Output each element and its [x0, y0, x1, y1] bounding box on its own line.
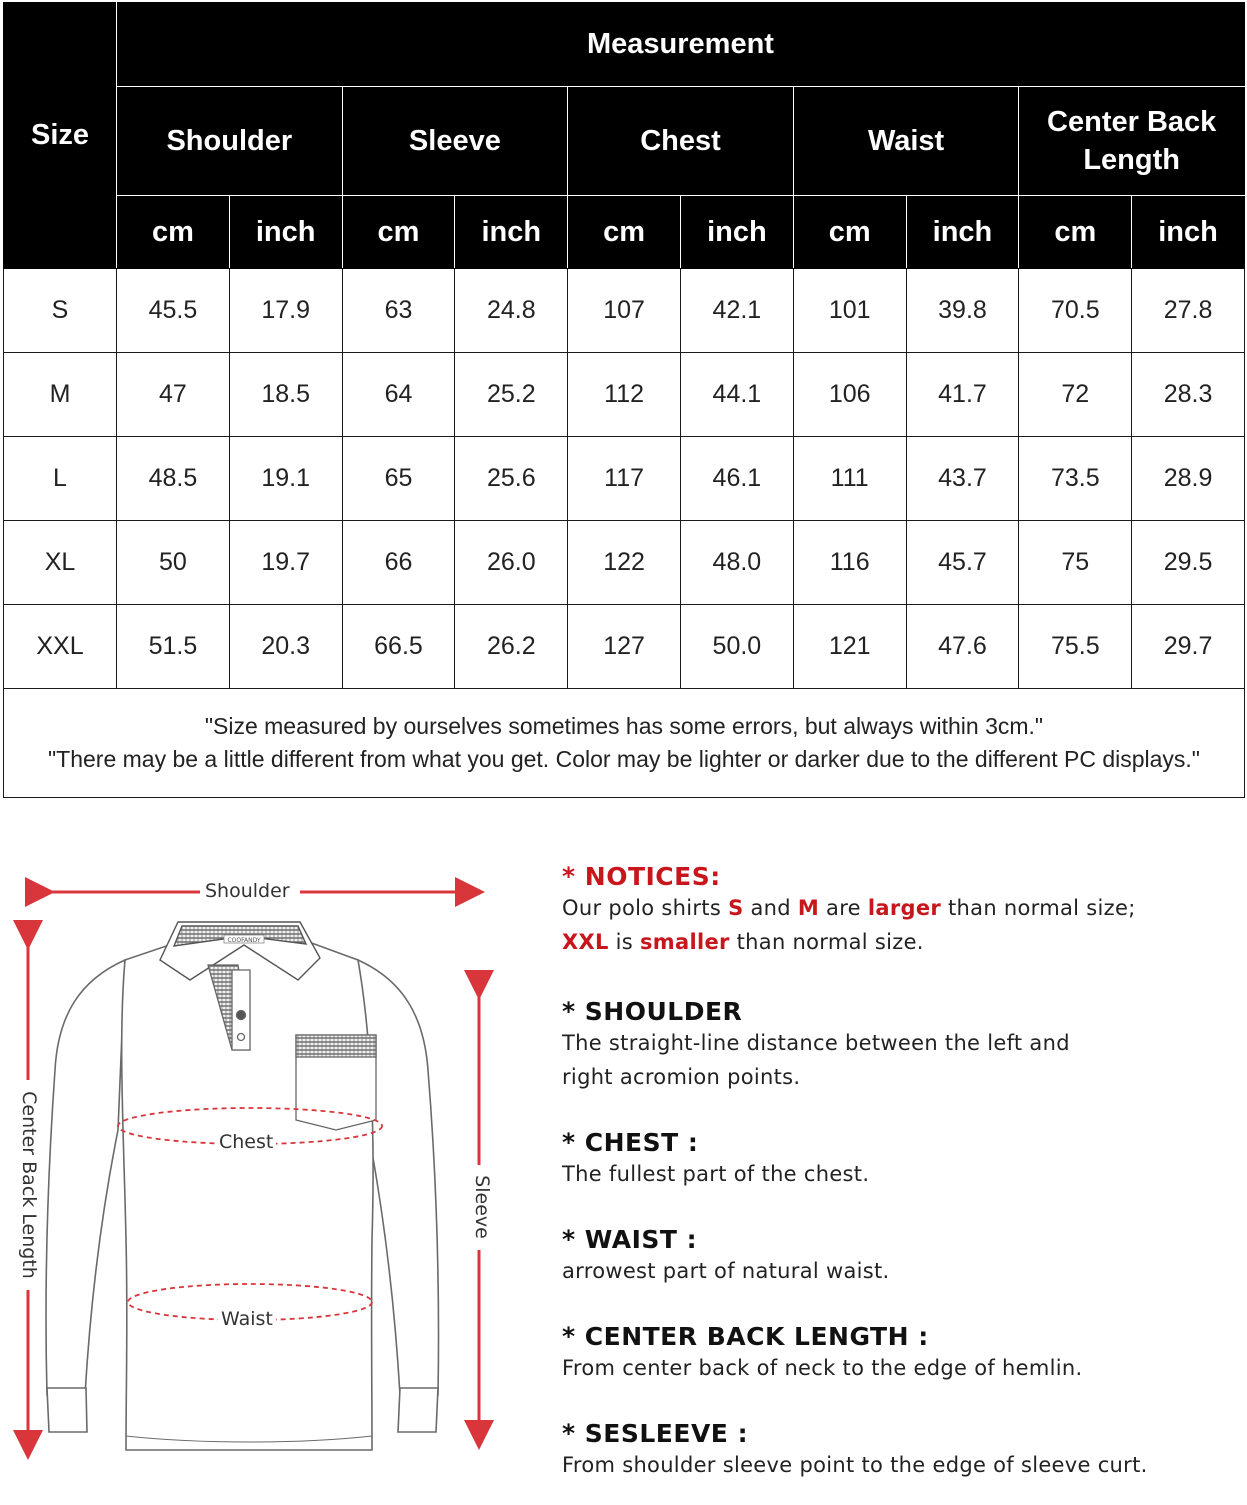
value-cell: 101	[793, 269, 906, 353]
shirt-measurement-diagram	[0, 840, 520, 1500]
center-back-length-text: From center back of neck to the edge of hemlin.	[562, 1356, 1083, 1380]
value-cell: 29.7	[1132, 605, 1245, 689]
value-cell: 20.3	[229, 605, 342, 689]
notices-line-2: XXL is smaller than normal size.	[562, 930, 924, 954]
value-cell: 45.7	[906, 521, 1019, 605]
value-cell: 116	[793, 521, 906, 605]
size-cell: M	[4, 353, 117, 437]
sleeve-text: From shoulder sleeve point to the edge of sleeve curt.	[562, 1453, 1148, 1477]
waist-text: arrowest part of natural waist.	[562, 1259, 890, 1283]
notices-panel	[562, 862, 1232, 1482]
unit-inch: inch	[229, 196, 342, 269]
value-cell: 50	[117, 521, 230, 605]
waist-label: Waist	[218, 1308, 276, 1330]
shoulder-text-1: The straight-line distance between the left and	[562, 1031, 1070, 1055]
note-line-1: "Size measured by ourselves sometimes has some errors, but always within 3cm."	[204, 713, 1044, 739]
value-cell: 111	[793, 437, 906, 521]
shoulder-header: Shoulder	[117, 87, 343, 196]
value-cell: 24.8	[455, 269, 568, 353]
notices-title: * NOTICES:	[562, 862, 721, 891]
value-cell: 48.5	[117, 437, 230, 521]
value-cell: 43.7	[906, 437, 1019, 521]
measurement-header: Measurement	[117, 3, 1245, 87]
unit-inch: inch	[906, 196, 1019, 269]
value-cell: 51.5	[117, 605, 230, 689]
table-row	[4, 521, 1245, 605]
value-cell: 117	[568, 437, 681, 521]
size-cell: L	[4, 437, 117, 521]
shoulder-title: * SHOULDER	[562, 997, 743, 1026]
unit-cm: cm	[793, 196, 906, 269]
value-cell: 19.1	[229, 437, 342, 521]
table-row	[4, 353, 1245, 437]
unit-inch: inch	[455, 196, 568, 269]
table-row	[4, 269, 1245, 353]
value-cell: 64	[342, 353, 455, 437]
center-back-length-header: Center Back Length	[1019, 87, 1245, 196]
value-cell: 42.1	[680, 269, 793, 353]
value-cell: 27.8	[1132, 269, 1245, 353]
unit-cm: cm	[117, 196, 230, 269]
value-cell: 29.5	[1132, 521, 1245, 605]
sleeve-header: Sleeve	[342, 87, 568, 196]
value-cell: 66	[342, 521, 455, 605]
waist-header: Waist	[793, 87, 1019, 196]
value-cell: 75	[1019, 521, 1132, 605]
value-cell: 75.5	[1019, 605, 1132, 689]
value-cell: 72	[1019, 353, 1132, 437]
value-cell: 25.6	[455, 437, 568, 521]
value-cell: 107	[568, 269, 681, 353]
unit-inch: inch	[680, 196, 793, 269]
value-cell: 39.8	[906, 269, 1019, 353]
center-back-length-label: Center Back Length	[17, 1091, 40, 1279]
size-cell: XXL	[4, 605, 117, 689]
shoulder-text-2: right acromion points.	[562, 1065, 801, 1089]
unit-inch: inch	[1132, 196, 1245, 269]
value-cell: 121	[793, 605, 906, 689]
shoulder-label: Shoulder	[202, 880, 293, 902]
value-cell: 106	[793, 353, 906, 437]
unit-cm: cm	[1019, 196, 1132, 269]
value-cell: 112	[568, 353, 681, 437]
value-cell: 17.9	[229, 269, 342, 353]
value-cell: 63	[342, 269, 455, 353]
unit-cm: cm	[342, 196, 455, 269]
value-cell: 28.3	[1132, 353, 1245, 437]
value-cell: 122	[568, 521, 681, 605]
value-cell: 66.5	[342, 605, 455, 689]
unit-cm: cm	[568, 196, 681, 269]
sleeve-label: Sleeve	[470, 1175, 493, 1239]
chest-text: The fullest part of the chest.	[562, 1162, 870, 1186]
value-cell: 28.9	[1132, 437, 1245, 521]
value-cell: 50.0	[680, 605, 793, 689]
notices-line-1: Our polo shirts S and M are larger than normal size;	[562, 896, 1136, 920]
note-line-2: "There may be a little different from what you get. Color may be lighter or darker due to the different PC displays."	[47, 746, 1200, 772]
value-cell: 25.2	[455, 353, 568, 437]
size-rows	[4, 269, 1245, 689]
value-cell: 127	[568, 605, 681, 689]
value-cell: 44.1	[680, 353, 793, 437]
chest-label: Chest	[216, 1131, 276, 1153]
value-cell: 26.0	[455, 521, 568, 605]
waist-title: * WAIST :	[562, 1225, 698, 1254]
chest-header: Chest	[568, 87, 794, 196]
size-cell: XL	[4, 521, 117, 605]
value-cell: 47	[117, 353, 230, 437]
value-cell: 70.5	[1019, 269, 1132, 353]
size-chart-table	[3, 2, 1245, 798]
value-cell: 46.1	[680, 437, 793, 521]
collar-tag-text: COOFANDY	[227, 937, 261, 944]
table-row	[4, 437, 1245, 521]
size-cell: S	[4, 269, 117, 353]
value-cell: 47.6	[906, 605, 1019, 689]
chest-title: * CHEST :	[562, 1128, 699, 1157]
value-cell: 48.0	[680, 521, 793, 605]
value-cell: 65	[342, 437, 455, 521]
value-cell: 19.7	[229, 521, 342, 605]
value-cell: 26.2	[455, 605, 568, 689]
chest-pocket	[296, 1035, 376, 1130]
center-back-length-title: * CENTER BACK LENGTH :	[562, 1322, 929, 1351]
shirt-illustration	[0, 840, 520, 1500]
table-row	[4, 605, 1245, 689]
value-cell: 45.5	[117, 269, 230, 353]
sleeve-title: * SESLEEVE :	[562, 1419, 749, 1448]
value-cell: 41.7	[906, 353, 1019, 437]
value-cell: 18.5	[229, 353, 342, 437]
measurement-note	[4, 689, 1245, 798]
value-cell: 73.5	[1019, 437, 1132, 521]
size-header: Size	[4, 3, 117, 269]
